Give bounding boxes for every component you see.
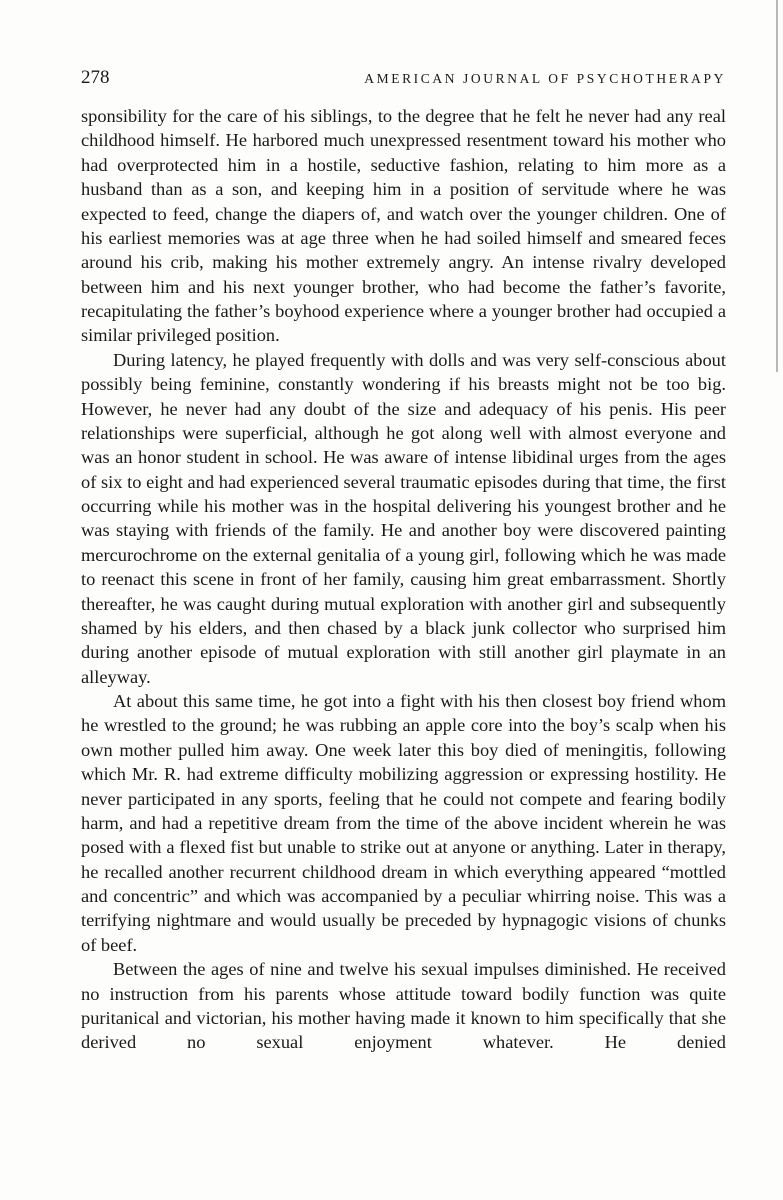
page-number: 278 [81, 67, 110, 88]
paragraph-fight: At about this same time, he got into a fight with his then closest boy friend whom he wrestled to the ground; he was rubbing an apple core into the boy’s scalp when his own mother pulled him away. One week later this boy died of meningitis, following which Mr. R. had extreme difficulty mobilizing aggression or expressing hostility. He never participated in any sports, feeling that he could not compete and fearing bodily harm, and had a repetitive dream from the time of the above incident wherein he was posed with a flexed fist but unable to strike out at anyone or anything. Later in therapy, he recalled another recurrent childhood dream in which everything appeared “mottled and concentric” and which was accompanied by a peculiar whirring noise. This was a terrifying nightmare and would usually be preceded by hypnagogic visions of chunks of beef. [81, 691, 726, 955]
journal-title: AMERICAN JOURNAL OF PSYCHOTHERAPY [364, 71, 726, 86]
paragraph-puberty: Between the ages of nine and twelve his sexual impulses diminished. He received no instruction from his parents whose attitude toward bodily function was quite puritanical and victorian, his mother having made it known to him specifically that she derived no sexual enjoyment whatever. He denied [81, 959, 726, 1053]
page-edge-rule [776, 0, 778, 372]
paragraph-continued: sponsibility for the care of his siblings, to the degree that he felt he never had any real childhood himself. He harbored much unexpressed resentment toward his mother who had overprotected him in a hostile, seductive fashion, relating to him more as a husband than as a son, and keeping him in a position of servitude where he was expected to feed, change the diapers of, and watch over the younger children. One of his earliest memories was at age three when he had soiled himself and smeared feces around his crib, making his mother extremely angry. An intense rivalry developed between him and his next younger brother, who had become the father’s favorite, recapitulating the father’s boyhood experience where a younger brother had occupied a similar privileged position. [81, 106, 726, 346]
running-header [81, 66, 726, 94]
paragraph-latency: During latency, he played frequently with dolls and was very self-conscious about possibly being feminine, constantly wondering if his breasts might not be too big. However, he never had any doubt of the size and adequacy of his penis. His peer relationships were superficial, although he got along well with almost everyone and was an honor student in school. He was aware of intense libidinal urges from the ages of six to eight and had experienced several traumatic episodes during that time, the first occurring while his mother was in the hospital delivering his youngest brother and he was staying with friends of the family. He and another boy were discovered painting mercurochrome on the external genitalia of a young girl, following which he was made to reenact this scene in front of her family, causing him great embarrassment. Shortly thereafter, he was caught during mutual exploration with another girl and subsequently shamed by his elders, and then chased by a black junk collector who surprised him during another episode of mutual exploration with still another girl playmate in an alleyway. [81, 349, 726, 687]
article-body [81, 104, 726, 1055]
